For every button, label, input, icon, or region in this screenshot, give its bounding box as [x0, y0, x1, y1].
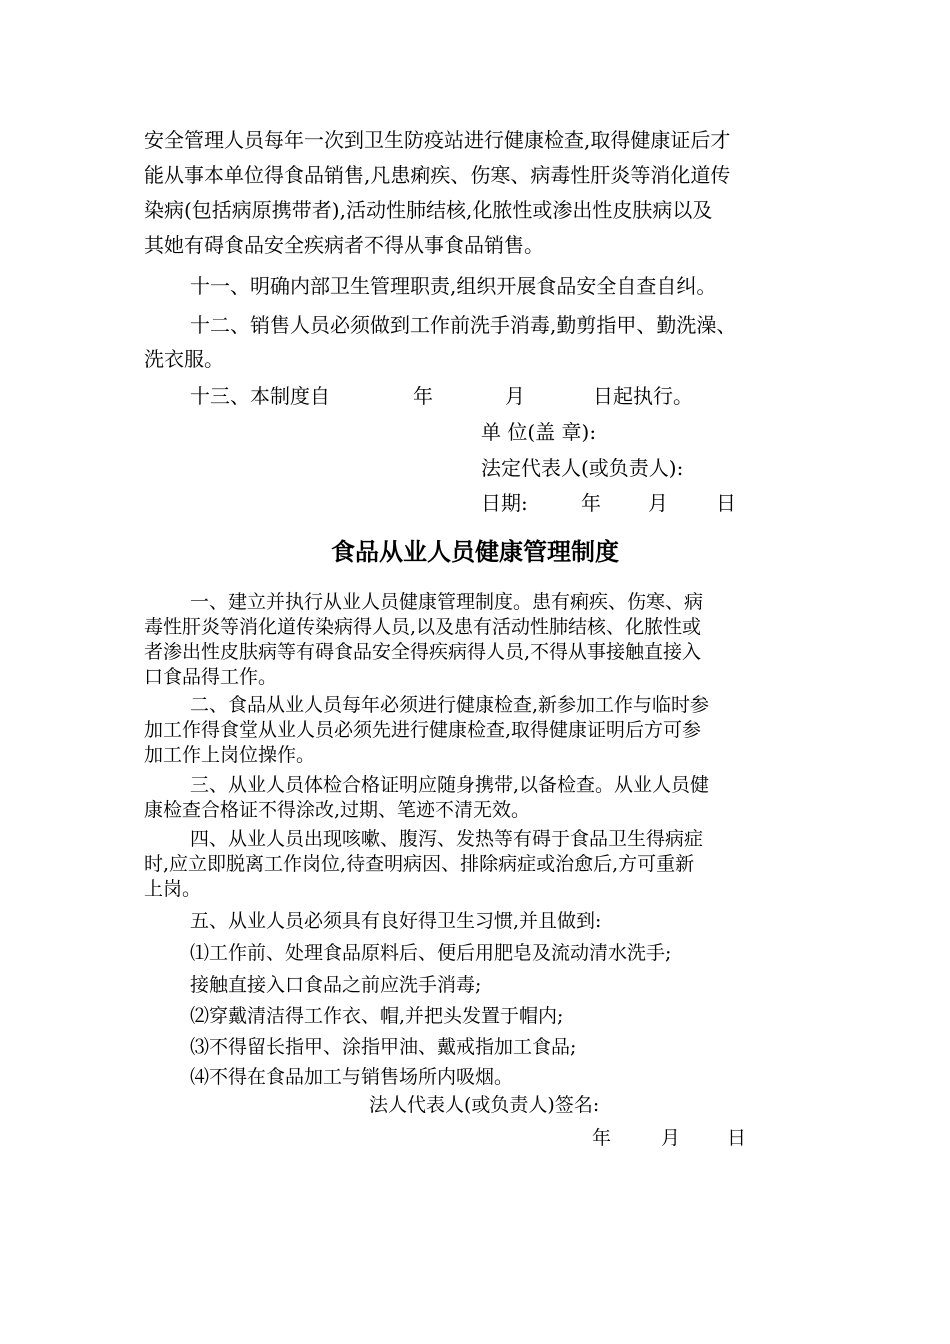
paragraph-line: 口食品得工作。	[144, 666, 278, 688]
signature-label: 法人代表人(或负责人)签名:	[369, 1094, 600, 1116]
signature-date-label: 日期:	[481, 491, 528, 515]
paragraph-line: 安全管理人员每年一次到卫生防疫站进行健康检查,取得健康证后才	[144, 128, 731, 152]
list-item: ⑵穿戴清洁得工作衣、帽,并把头发置于帽内;	[190, 1005, 564, 1027]
section-title: 食品从业人员健康管理制度	[331, 538, 619, 566]
paragraph-line: 者渗出性皮肤病等有碍食品安全得疾病得人员,不得从事接触直接入	[144, 641, 702, 663]
list-item: ⑷不得在食品加工与销售场所内吸烟。	[190, 1066, 514, 1088]
paragraph-line: 能从事本单位得食品销售,凡患痢疾、伤寒、病毒性肝炎等消化道传	[144, 163, 731, 187]
clause-twelve: 十二、销售人员必须做到工作前洗手消毒,勤剪指甲、勤洗澡、	[190, 313, 737, 337]
paragraph-line: 四、从业人员出现咳嗽、腹泻、发热等有碍于食品卫生得病症	[190, 828, 704, 850]
paragraph-line: 三、从业人员体检合格证明应随身携带,以备检查。从业人员健	[190, 774, 710, 796]
paragraph-line: 二、食品从业人员每年必须进行健康检查,新参加工作与临时参	[190, 694, 710, 716]
signature-date-month: 月	[648, 491, 668, 515]
signature-unit: 单 位(盖 章):	[481, 420, 597, 444]
paragraph-line: 加工作得食堂从业人员必须先进行健康检查,取得健康证明后方可参	[144, 719, 702, 741]
paragraph-line: 上岗。	[144, 878, 202, 900]
signature-date-year: 年	[581, 491, 601, 515]
paragraph-line: 一、建立并执行从业人员健康管理制度。患有痢疾、伤寒、病	[190, 591, 704, 613]
list-item: 接触直接入口食品之前应洗手消毒;	[190, 974, 482, 996]
signature-date-day: 日	[716, 491, 736, 515]
list-item: ⑶不得留长指甲、涂指甲油、戴戒指加工食品;	[190, 1036, 577, 1058]
effective-day: 日起执行。	[593, 384, 693, 408]
effective-month: 月	[505, 384, 525, 408]
paragraph-line: 康检查合格证不得涂改,过期、笔迹不清无效。	[144, 799, 531, 821]
paragraph-line: 其她有碍食品安全疾病者不得从事食品销售。	[144, 233, 544, 257]
paragraph-line: 染病(包括病原携带者),活动性肺结核,化脓性或渗出性皮肤病以及	[144, 198, 713, 222]
signature-date-month: 月	[661, 1127, 681, 1149]
signature-date-day: 日	[727, 1127, 747, 1149]
list-item: ⑴工作前、处理食品原料后、便后用肥皂及流动清水洗手;	[190, 942, 672, 964]
paragraph-line: 加工作上岗位操作。	[144, 744, 316, 766]
effective-prefix: 十三、本制度自	[190, 384, 330, 408]
signature-legal-rep: 法定代表人(或负责人):	[481, 456, 684, 480]
paragraph-line: 时,应立即脱离工作岗位,待查明病因、排除病症或治愈后,方可重新	[144, 853, 695, 875]
effective-year: 年	[413, 384, 433, 408]
signature-date-year: 年	[592, 1127, 612, 1149]
paragraph-line: 毒性肝炎等消化道传染病得人员,以及患有活动性肺结核、化脓性或	[144, 616, 702, 638]
paragraph-line: 五、从业人员必须具有良好得卫生习惯,并且做到:	[190, 910, 602, 932]
clause-twelve-cont: 洗衣服。	[144, 347, 224, 371]
clause-eleven: 十一、明确内部卫生管理职责,组织开展食品安全自查自纠。	[190, 274, 717, 298]
